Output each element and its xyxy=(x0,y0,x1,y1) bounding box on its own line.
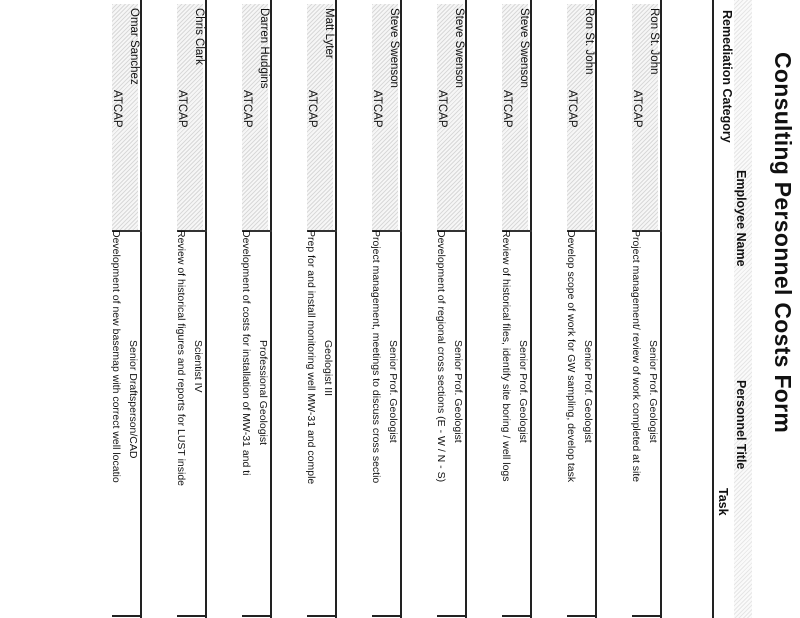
header-rule xyxy=(712,0,714,618)
row-rule xyxy=(336,0,338,618)
table-row xyxy=(169,0,207,618)
remediation-category: ATCAP xyxy=(176,90,188,128)
employee-name: Steve Swenson xyxy=(518,8,530,88)
personnel-title: Scientist IV xyxy=(192,340,204,393)
row-rule xyxy=(596,0,598,618)
row-rule xyxy=(141,0,143,618)
table-row xyxy=(429,0,467,618)
row-rule xyxy=(531,0,533,618)
table-row xyxy=(624,0,662,618)
remediation-category: ATCAP xyxy=(241,90,253,128)
task-description: Project management, meetings to discuss cross sectio xyxy=(370,230,382,484)
task-description: Review of historical figures and reports for LUST inside xyxy=(175,230,187,487)
employee-name: Ron St. John xyxy=(648,8,660,75)
row-end-rule xyxy=(242,615,272,617)
row-end-rule xyxy=(307,615,337,617)
employee-name: Chris Clark xyxy=(193,8,205,65)
employee-name: Steve Swenson xyxy=(453,8,465,88)
personnel-title: Senior Prof. Geologist xyxy=(517,340,529,443)
personnel-title: Senior Prof. Geologist xyxy=(387,340,399,443)
remediation-category: ATCAP xyxy=(566,90,578,128)
header-row xyxy=(682,0,752,618)
task-description: Development of costs for installation of MW-31 and ti xyxy=(240,230,252,476)
remediation-category: ATCAP xyxy=(631,90,643,128)
row-rule xyxy=(466,0,468,618)
personnel-title: Senior Prof. Geologist xyxy=(582,340,594,443)
task-description: Development of regional cross sections (E - W / N - S) xyxy=(435,230,447,483)
remediation-category: ATCAP xyxy=(306,90,318,128)
employee-name: Darren Hudgins xyxy=(258,8,270,89)
form-title: Consulting Personnel Costs Form xyxy=(770,52,796,434)
row-end-rule xyxy=(502,615,532,617)
personnel-title: Senior Draftsperson/CAD xyxy=(127,340,139,459)
row-rule xyxy=(401,0,403,618)
header-employee-name: Employee Name xyxy=(734,170,748,267)
table-row xyxy=(494,0,532,618)
table-row xyxy=(234,0,272,618)
row-end-rule xyxy=(177,615,207,617)
row-rule xyxy=(206,0,208,618)
task-description: Project management/ review of work completed at site xyxy=(630,230,642,483)
row-end-rule xyxy=(112,615,142,617)
row-end-rule xyxy=(372,615,402,617)
header-remediation-category: Remediation Category xyxy=(720,10,734,143)
row-end-rule xyxy=(437,615,467,617)
table-row xyxy=(299,0,337,618)
personnel-title: Geologist III xyxy=(322,340,334,397)
header-personnel-title: Personnel Title xyxy=(734,380,748,470)
row-rule xyxy=(271,0,273,618)
remediation-category: ATCAP xyxy=(436,90,448,128)
table-row xyxy=(559,0,597,618)
personnel-title: Professional Geologist xyxy=(257,340,269,446)
task-description: Development of new basemap with correct well locatio xyxy=(110,230,122,483)
personnel-title: Senior Prof. Geologist xyxy=(452,340,464,443)
row-end-rule xyxy=(567,615,597,617)
employee-name: Steve Swenson xyxy=(388,8,400,88)
personnel-title: Senior Prof. Geologist xyxy=(647,340,659,443)
remediation-category: ATCAP xyxy=(371,90,383,128)
remediation-category: ATCAP xyxy=(501,90,513,128)
table-row xyxy=(364,0,402,618)
table-row xyxy=(104,0,142,618)
task-description: Review of historical files, identify site boring / well logs xyxy=(500,230,512,482)
task-description: Prep for and install monitoring well MW-31 and comple xyxy=(305,230,317,485)
remediation-category: ATCAP xyxy=(111,90,123,128)
task-description: Develop scope of work for GW sampling, develop task xyxy=(565,230,577,483)
row-rule xyxy=(661,0,663,618)
row-end-rule xyxy=(632,615,662,617)
header-task: Task xyxy=(716,488,730,516)
employee-name: Omar Sanchez xyxy=(128,8,140,85)
employee-name: Matt Lyter xyxy=(323,8,335,59)
employee-name: Ron St. John xyxy=(583,8,595,75)
